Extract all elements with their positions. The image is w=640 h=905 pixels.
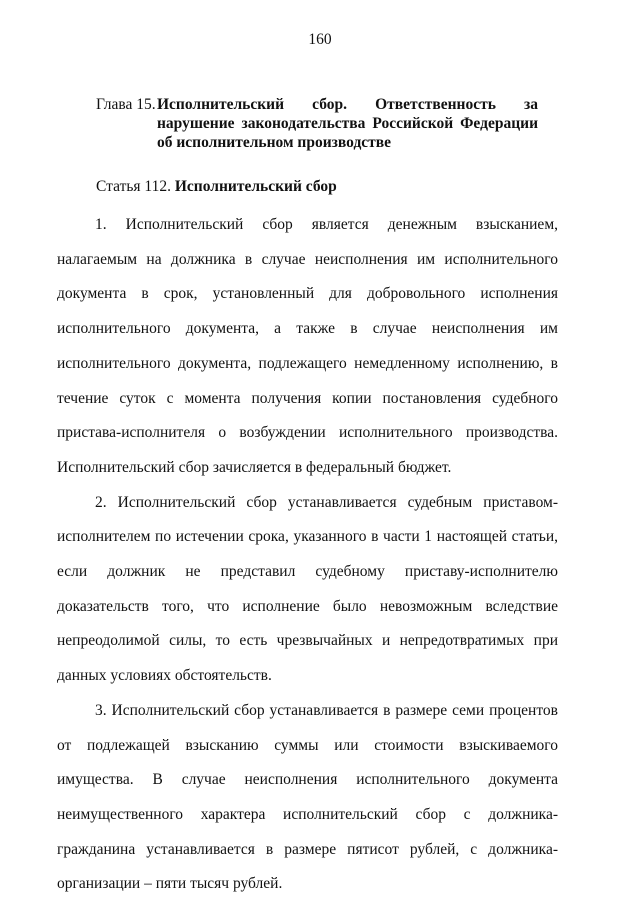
article-body xyxy=(57,208,558,902)
chapter-title: Исполнительский сбор. Ответственность за нарушение законодательства Российской Федерации об исполнительном производстве xyxy=(157,96,538,151)
paragraph-3: 3. Исполнительский сбор устанавливается в размере семи процентов от подлежащей взысканию суммы или стоимости взыскиваемого имущества. В случае неисполнения исполнительного документа неимущественного характера исполнительский сбор с должника-гражданина устанавливается в размере пятисот рублей, с должника-организации – пяти тысяч рублей. xyxy=(57,701,558,893)
paragraph-1: 1. Исполнительский сбор является денежным взысканием, налагаемым на должника в случае неисполнения им исполнительного документа в срок, установленный для добровольного исполнения исполнительного документа, а также в случае неисполнения им исполнительного документа, подлежащего немедленному исполнению, в течение суток с момента получения копии постановления судебного пристава-исполнителя о возбуждении исполнительного производства. Исполнительский сбор зачисляется в федеральный бюджет. xyxy=(57,216,558,476)
article-heading xyxy=(96,178,337,196)
page-number: 160 xyxy=(308,31,332,48)
chapter-label: Глава 15. xyxy=(96,96,156,113)
article-title: Исполнительский сбор xyxy=(174,178,337,195)
article-label: Статья 112. xyxy=(96,178,171,195)
paragraph-2: 2. Исполнительский сбор устанавливается судебным приставом-исполнителем по истечении срока, указанного в части 1 настоящей статьи, если должник не представил судебному приставу-исполнителю доказательств того, что исполнение было невозможным вследствие непреодолимой силы, то есть чрезвычайных и непредотвратимых при данных условиях обстоятельств. xyxy=(57,493,558,685)
